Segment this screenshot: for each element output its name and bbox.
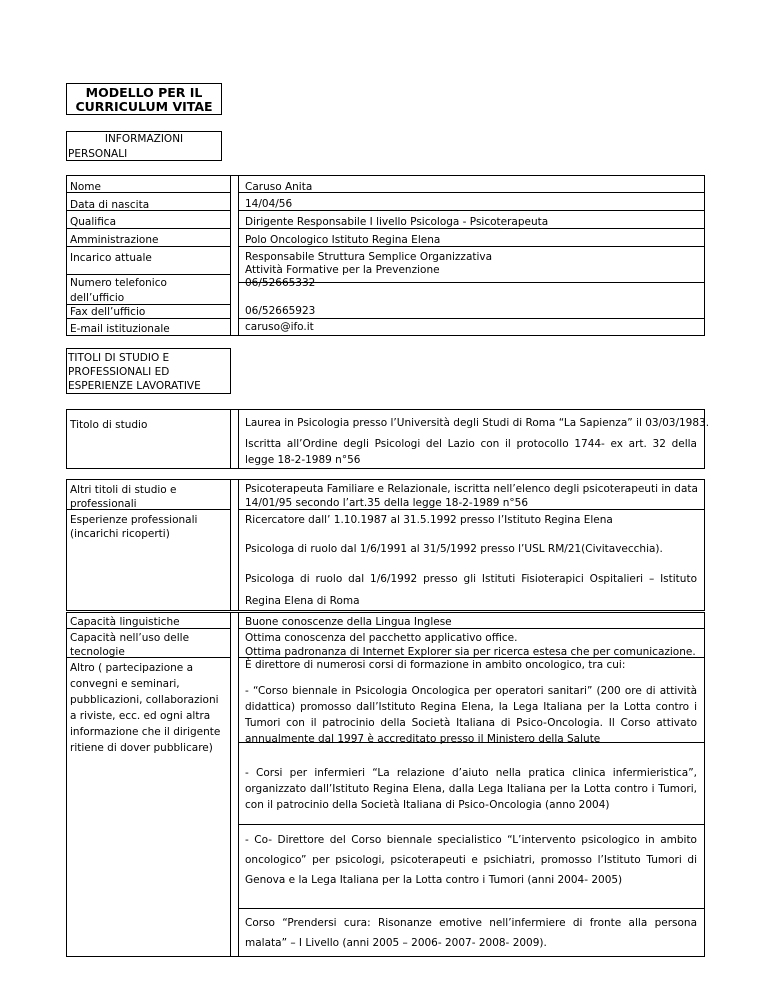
- label-esperienze-line2: (incarichi ricoperti): [70, 528, 170, 540]
- value-amministrazione: Polo Oncologico Istituto Regina Elena: [245, 234, 441, 246]
- value-altri-titoli-line1: Psicoterapeuta Familiare e Relazionale, iscritta nell’elenco degli psicoterapeuti in data: [245, 483, 698, 495]
- label-fax: Fax dell’ufficio: [70, 306, 146, 318]
- label-qualifica: Qualifica: [70, 216, 117, 228]
- label-lingue: Capacità linguistiche: [70, 616, 180, 628]
- value-altro-corsi-infermieri: - Corsi per infermieri “La relazione d’aiuto nella pratica clinica infermieristica”, organizzato dall’Istituto Regina Elena, dalla Lega Italiana per la Lotta contro i Tumori, con il patrocinio della Società Italiana di Psico-Oncologia (anno 2004): [245, 767, 697, 811]
- label-altri-titoli-line2: professionali: [70, 498, 137, 510]
- value-esperienza-2: Psicologa di ruolo dal 1/6/1991 al 31/5/1992 presso l’USL RM/21(Civitavecchia).: [245, 543, 663, 555]
- value-qualifica: Dirigente Responsabile I livello Psicologa - Psicoterapeuta: [245, 216, 549, 228]
- label-nome: Nome: [70, 181, 101, 193]
- label-email: E-mail istituzionale: [70, 323, 170, 335]
- document-title-line2: CURRICULUM VITAE: [75, 99, 213, 114]
- value-iscrizione-ordine: Iscritta all’Ordine degli Psicologi del Lazio con il protocollo 1744- ex art. 32 della legge 18-2-1989 n°56: [245, 438, 697, 466]
- value-lingue: Buone conoscenze della Lingua Inglese: [245, 616, 452, 628]
- value-esperienza-1: Ricercatore dall’ 1.10.1987 al 31.5.1992 presso l’Istituto Regina Elena: [245, 514, 613, 526]
- value-nome: Caruso Anita: [245, 181, 313, 193]
- value-esperienza-3: Psicologa di ruolo dal 1/6/1992 presso gli Istituti Fisioterapici Ospitalieri – Istituto Regina Elena di Roma: [245, 573, 697, 607]
- value-altri-titoli-line2: 14/01/95 secondo l’art.35 della legge 18-2-1989 n°56: [245, 497, 529, 509]
- value-email: caruso@ifo.it: [245, 321, 314, 333]
- label-data-nascita: Data di nascita: [70, 199, 150, 211]
- value-titolo-studio: Laurea in Psicologia presso l’Università degli Studi di Roma “La Sapienza” il 03/03/1983.: [245, 417, 710, 429]
- value-altro-corso-biennale: - “Corso biennale in Psicologia Oncologica per operatori sanitari” (200 ore di attività didattica) promosso dall’Istituto Regina Elena, la Lega Italiana per la Lotta contro i Tumori con il patrocinio della Società Italiana di Psico-Oncologia. Il Corso attivato annualmente dal 1997 è accreditato presso il Ministero della Salute: [245, 685, 697, 745]
- education-header-line3: ESPERIENZE LAVORATIVE: [68, 380, 201, 392]
- label-telefono-line2: dell’ufficio: [70, 292, 125, 304]
- value-tecnologie-line2: Ottima padronanza di Internet Explorer sia per ricerca estesa che per comunicazione.: [245, 646, 696, 658]
- personal-info-header-line2: PERSONALI: [68, 148, 128, 160]
- education-header-line1: TITOLI DI STUDIO E: [68, 352, 170, 364]
- education-header-line2: PROFESSIONALI ED: [68, 366, 170, 378]
- personal-info-header-line1: INFORMAZIONI: [104, 133, 184, 145]
- document-title-line1: MODELLO PER IL: [85, 85, 203, 100]
- label-titolo-studio: Titolo di studio: [70, 419, 148, 431]
- label-altri-titoli-line1: Altri titoli di studio e: [70, 484, 177, 496]
- value-tecnologie-line1: Ottima conoscenza del pacchetto applicativo office.: [245, 632, 518, 644]
- label-amministrazione: Amministrazione: [70, 234, 159, 246]
- label-telefono-line1: Numero telefonico: [70, 277, 167, 289]
- value-incarico-line1: Responsabile Struttura Semplice Organizzativa: [245, 251, 493, 263]
- value-altro-prendersi-cura: Corso “Prendersi cura: Risonanze emotive nell’infermiere di fronte alla persona malata” – I Livello (anni 2005 – 2006- 2007- 2008- 2009).: [245, 917, 697, 949]
- label-altro: Altro ( partecipazione a convegni e seminari, pubblicazioni, collaborazioni a riviste, ecc. ed ogni altra informazione che il dirigente ritiene di dover pubblicare): [70, 662, 221, 754]
- label-incarico: Incarico attuale: [70, 252, 152, 264]
- value-fax: 06/52665923: [245, 305, 316, 317]
- value-incarico-line2: Attività Formative per la Prevenzione: [245, 264, 440, 276]
- label-tecnologie-line2: tecnologie: [70, 646, 125, 658]
- value-altro-co-direttore: - Co- Direttore del Corso biennale specialistico “L’intervento psicologico in ambito oncologico” per psicologi, psicoterapeuti e psichiatri, promosso l’Istituto Tumori di Genova e la Lega Italiana per la Lotta contro i Tumori (anni 2004- 2005): [245, 834, 697, 886]
- label-tecnologie-line1: Capacità nell’uso delle: [70, 632, 190, 644]
- value-data-nascita: 14/04/56: [245, 198, 293, 210]
- label-esperienze-line1: Esperienze professionali: [70, 514, 198, 526]
- value-altro-intro: È direttore di numerosi corsi di formazione in ambito oncologico, tra cui:: [245, 659, 626, 671]
- value-telefono: 06/52665332: [245, 277, 316, 289]
